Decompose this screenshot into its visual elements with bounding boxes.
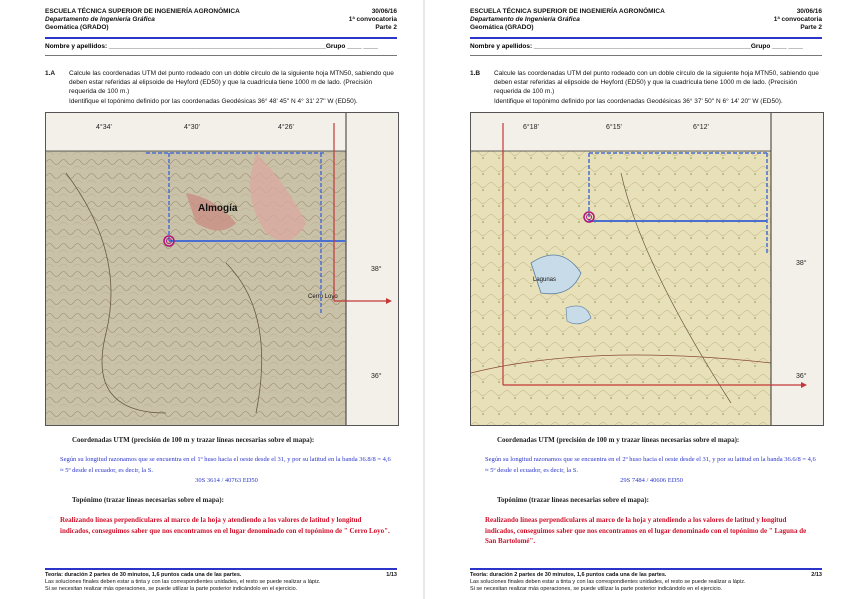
name-divider — [45, 55, 397, 56]
page-footer — [45, 572, 397, 592]
exam-part: Parte 2 — [375, 24, 397, 31]
school-name: ESCUELA TÉCNICA SUPERIOR DE INGENIERÍA AGRONÓMICA — [470, 8, 665, 15]
toponym-label: Topónimo (trazar líneas necesarias sobre el mapa): — [72, 496, 224, 504]
subject-name: Geomática (GRADO) — [45, 24, 109, 31]
name-label: Nombre y apellidos: ____________________________________________________________Grupo ____ ____ — [470, 43, 803, 50]
map-top-label-3: 4°26' — [278, 124, 294, 131]
question-identify: Identifique el topónimo definido por las coordenadas Geodésicas 36° 48' 45'' N 4° 31' 27'' W (ED50). — [69, 97, 358, 105]
name-field[interactable] — [45, 43, 397, 50]
map-top-label-1: 4°34' — [96, 124, 112, 131]
school-name: ESCUELA TÉCNICA SUPERIOR DE INGENIERÍA AGRONÓMICA — [45, 8, 240, 15]
header-divider — [45, 37, 397, 39]
exam-part: Parte 2 — [800, 24, 822, 31]
page-footer — [470, 572, 822, 592]
coordinates-result: 30S 3614 / 40763 ED50 — [195, 477, 258, 484]
footer-line-2: Las soluciones finales deben estar a tinta y con las correspondientes unidades, el resto se puede realizar a lápiz. — [470, 578, 746, 585]
map-place-small: Lagunas — [533, 277, 557, 283]
footer-line-1: Teoría: duración 2 partes de 30 minutos, 1,6 puntos cada una de las partes. — [45, 572, 242, 578]
map-place-big: Almogía — [198, 203, 238, 214]
map-side-label-2: 36° — [796, 373, 807, 380]
exam-call: 1ª convocatoria — [348, 16, 397, 23]
coordinates-label: Coordenadas UTM (precisión de 100 m y trazar líneas necesarias sobre el mapa): — [497, 436, 740, 444]
page-header — [45, 8, 397, 32]
page-number: 1/13 — [386, 572, 397, 578]
exam-date: 30/06/16 — [796, 8, 822, 15]
question-block — [470, 69, 822, 106]
map-top-label-3: 6°12' — [693, 124, 709, 131]
map-side-label-1: 38° — [796, 260, 807, 267]
subject-name: Geomática (GRADO) — [470, 24, 534, 31]
question-identify: Identifique el topónimo definido por las coordenadas Geodésicas 36° 37' 50'' N 6° 14' 20'' W (ED50). — [494, 97, 783, 105]
question-text: Calcule las coordenadas UTM del punto rodeado con un doble círculo de la siguiente hoja MTN50, sabiendo que deben estar referidas al elipsoide de Heyford (ED50) y que la cuadrícula tiene 1000 m de lado. (Precisión requerida de 100 m.) — [69, 70, 394, 96]
footer-line-3: Si se necesitan realizar más operaciones, se puede utilizar la parte posterior indicándolo en el ejercicio. — [470, 585, 723, 592]
coordinates-label: Coordenadas UTM (precisión de 100 m y trazar líneas necesarias sobre el mapa): — [72, 436, 315, 444]
exam-call: 1ª convocatoria — [773, 16, 822, 23]
toponym-answer: Realizando líneas perpendiculares al marco de la hoja y atendiendo a los valores de latitud y longitud indicados, conseguimos saber que nos encontramos en el lugar denominado con el topónimo de " Cerro Loyo". — [60, 516, 390, 535]
footer-line-3: Si se necesitan realizar más operaciones, se puede utilizar la parte posterior indicándolo en el ejercicio. — [45, 585, 298, 592]
name-label: Nombre y apellidos: ____________________________________________________________Grupo ____ ____ — [45, 43, 378, 50]
footer-divider — [470, 568, 822, 570]
question-number: 1.B — [470, 70, 481, 77]
coordinates-reasoning: Según su longitud razonamos que se encuentra en el 2º huso hacia el oeste desde el 31, y por su latitud en la banda 36.6/8 = 4,6 ≈ 5º desde el ecuador, es decir, la S. — [485, 456, 816, 474]
topographic-map — [470, 112, 824, 426]
footer-divider — [45, 568, 397, 570]
map-top-label-2: 6°15' — [606, 124, 622, 131]
name-divider — [470, 55, 822, 56]
coordinates-reasoning: Según su longitud razonamos que se encuentra en el 1º huso hacia el oeste desde el 31, y por su latitud en la banda 36.8/8 = 4,6 ≈ 5º desde el ecuador, es decir, la S. — [60, 456, 391, 474]
coordinates-result: 29S 7484 / 40606 ED50 — [620, 477, 683, 484]
department-name: Departamento de Ingeniería Gráfica — [45, 16, 155, 23]
topographic-map — [45, 112, 399, 426]
footer-line-2: Las soluciones finales deben estar a tinta y con las correspondientes unidades, el resto se puede realizar a lápiz. — [45, 578, 321, 585]
exam-date: 30/06/16 — [371, 8, 397, 15]
coordinates-answer — [485, 455, 818, 487]
map-top-label-1: 6°18' — [523, 124, 539, 131]
footer-line-1: Teoría: duración 2 partes de 30 minutos, 1,6 puntos cada una de las partes. — [470, 572, 667, 578]
exam-page-1 — [0, 0, 423, 599]
map-top-label-2: 4°30' — [184, 124, 200, 131]
page-number: 2/13 — [811, 572, 822, 578]
exam-page-2 — [425, 0, 848, 599]
map-place-small: Cerro Loyo — [308, 294, 338, 300]
map-side-label-2: 36° — [371, 373, 382, 380]
name-field[interactable] — [470, 43, 822, 50]
header-divider — [470, 37, 822, 39]
department-name: Departamento de Ingeniería Gráfica — [470, 16, 580, 23]
question-block — [45, 69, 397, 106]
page-header — [470, 8, 822, 32]
question-text: Calcule las coordenadas UTM del punto rodeado con un doble círculo de la siguiente hoja MTN50, sabiendo que deben estar referidas al elipsoide de Heyford (ED50) y que la cuadrícula tiene 1000 m de lado. (Precisión requerida de 100 m.) — [494, 70, 819, 96]
map-side-label-1: 38° — [371, 266, 382, 273]
toponym-label: Topónimo (trazar líneas necesarias sobre el mapa): — [497, 496, 649, 504]
toponym-answer: Realizando líneas perpendiculares al marco de la hoja y atendiendo a los valores de latitud y longitud indicados, conseguimos saber que nos encontramos en el lugar denominado con el topónimo de " Laguna de San Bartolomé". — [485, 516, 807, 545]
coordinates-answer — [60, 455, 393, 487]
question-number: 1.A — [45, 70, 56, 77]
